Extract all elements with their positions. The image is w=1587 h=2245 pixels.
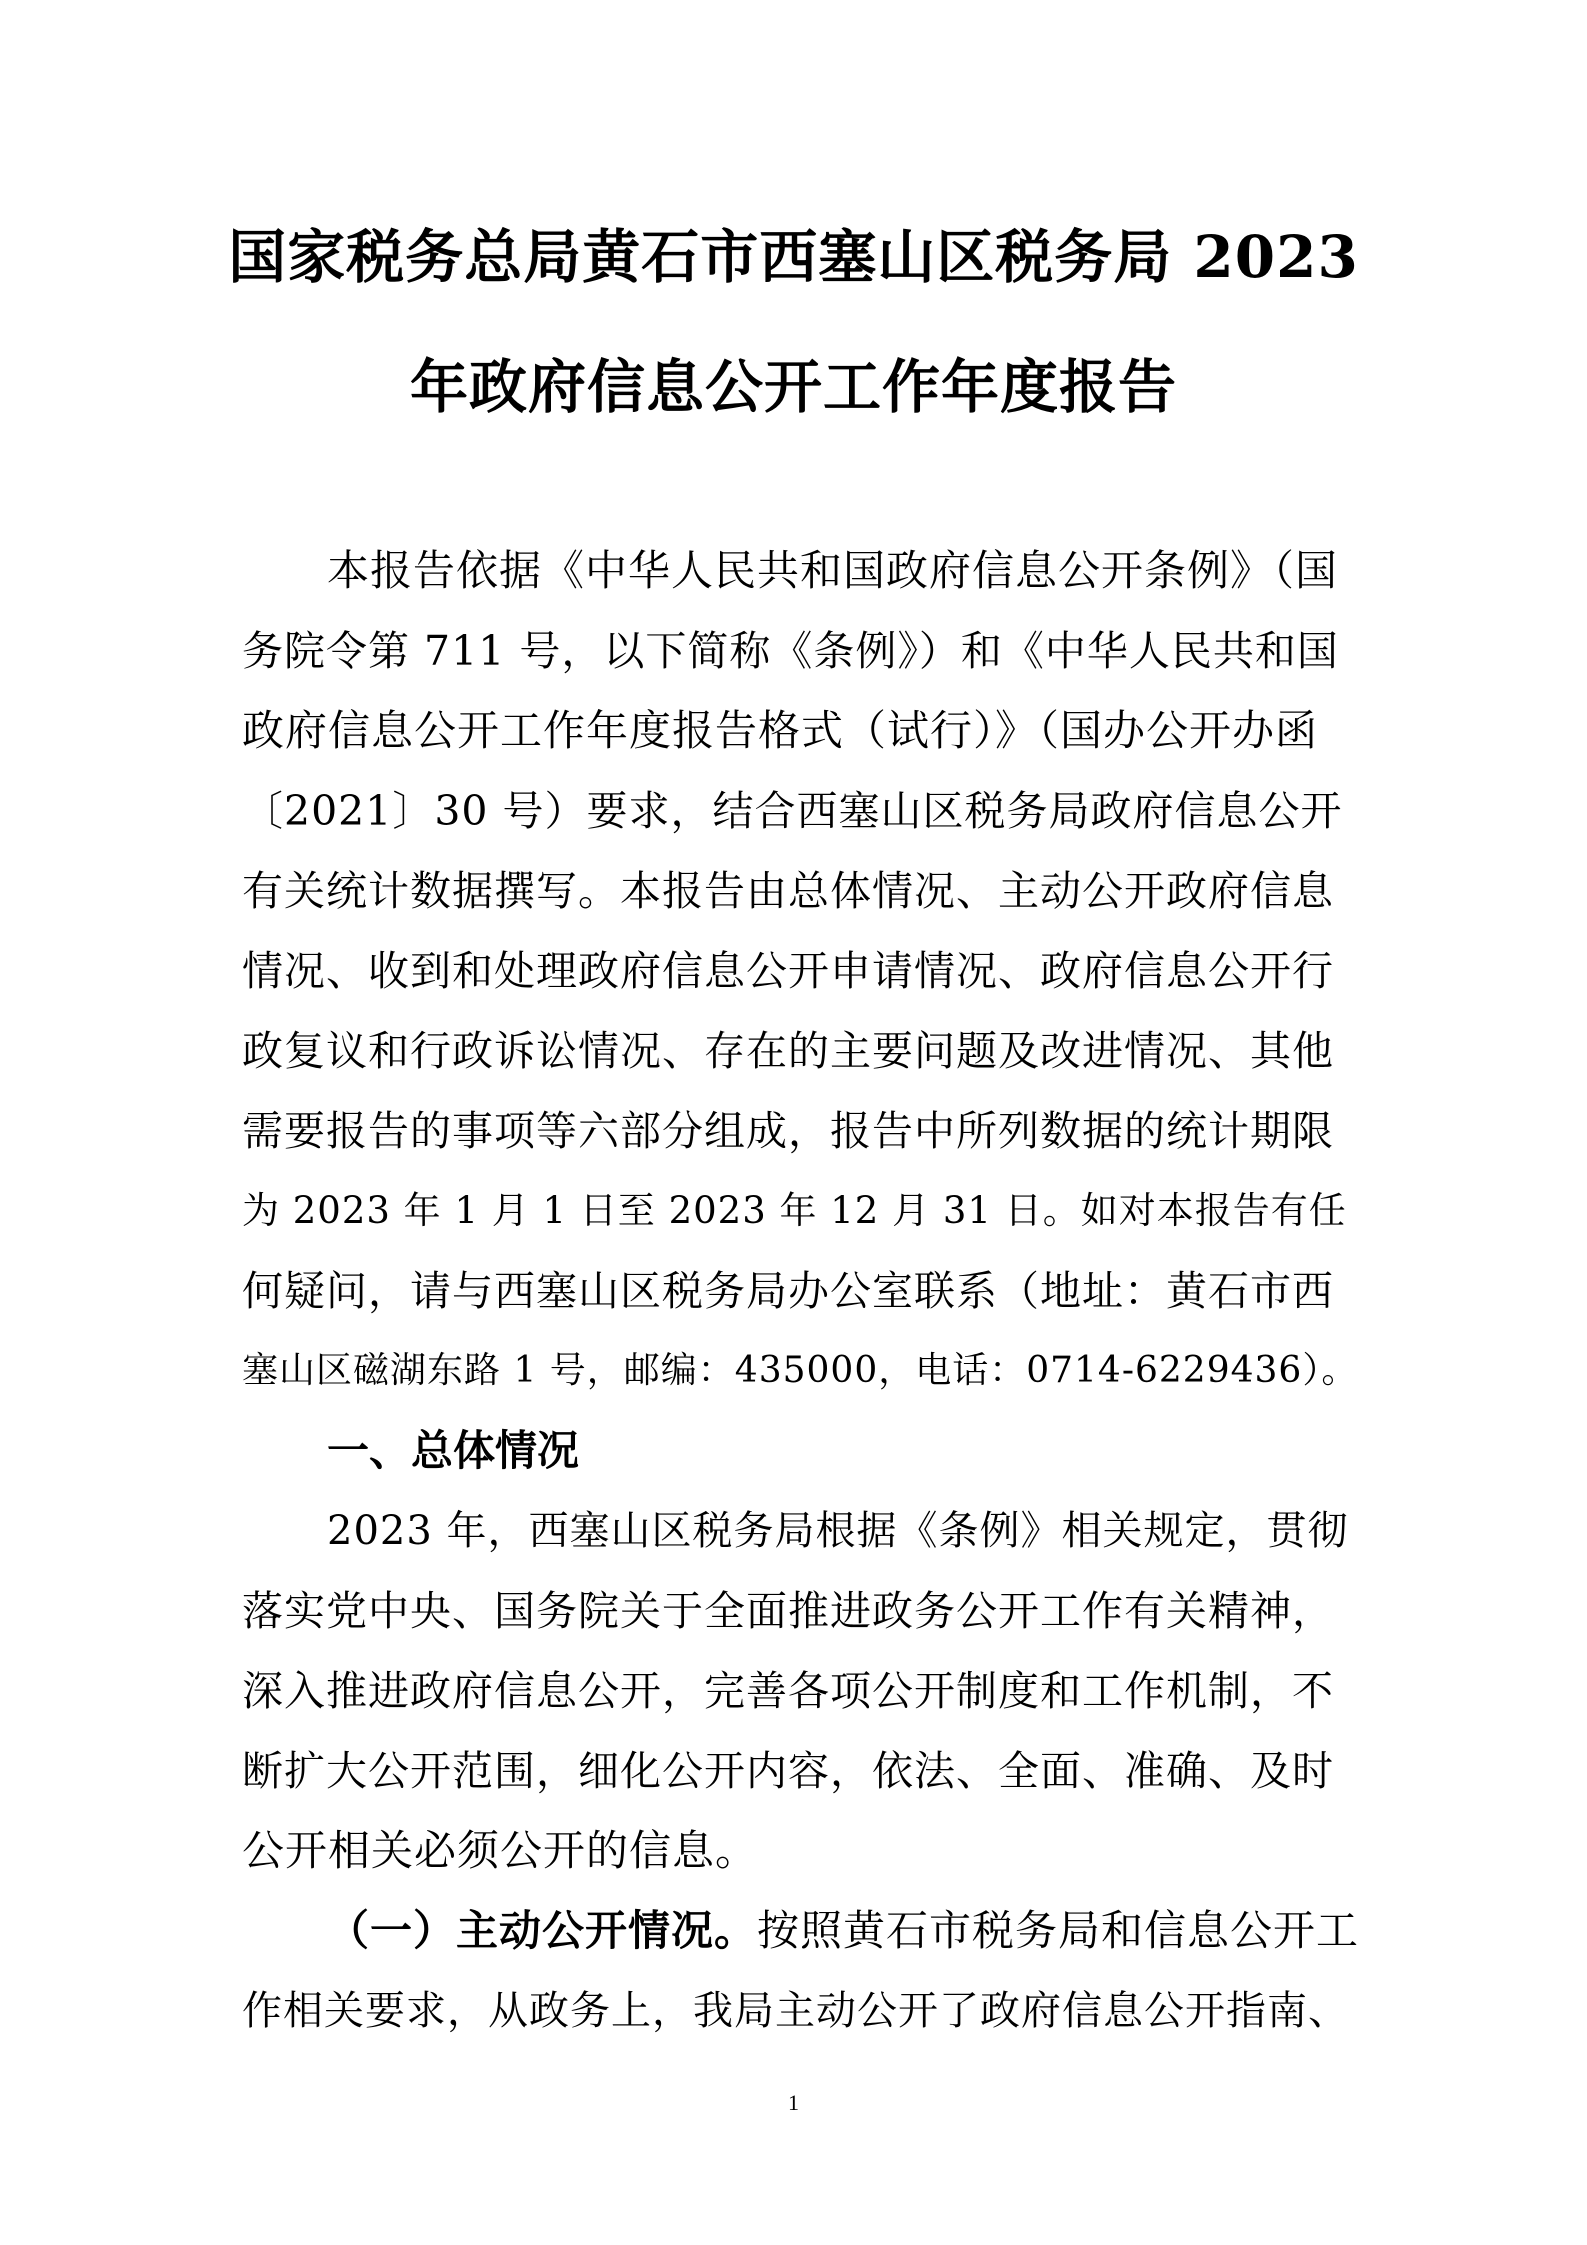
document-title-line-2: 年政府信息公开工作年度报告 xyxy=(409,353,1177,421)
intro-line: 政府信息公开工作年度报告格式（试行）》（国办公开办函 xyxy=(242,706,1319,755)
document-title-line-1: 国家税务总局黄石市西塞山区税务局 2023 xyxy=(228,223,1359,291)
intro-line: 政复议和行政诉讼情况、存在的主要问题及改进情况、其他 xyxy=(242,1027,1334,1075)
intro-line: 何疑问，请与西塞山区税务局办公室联系（地址：黄石市西 xyxy=(242,1267,1334,1315)
section1-line: 落实党中央、国务院关于全面推进政务公开工作有关精神， xyxy=(242,1587,1334,1635)
subsection1-first-line-text: 按照黄石市税务局和信息公开工 xyxy=(757,1906,1360,1955)
section1-line: 公开相关必须公开的信息。 xyxy=(242,1826,759,1875)
intro-line: 情况、收到和处理政府信息公开申请情况、政府信息公开行 xyxy=(242,947,1334,995)
section1-line: 2023 年，西塞山区税务局根据《条例》相关规定，贯彻 xyxy=(327,1508,1349,1554)
subsection1-first-line xyxy=(327,1903,1359,1959)
section-heading: 一、总体情况 xyxy=(327,1426,580,1475)
section1-line: 断扩大公开范围，细化公开内容，依法、全面、准确、及时 xyxy=(242,1747,1334,1795)
intro-line: 〔2021〕30 号）要求，结合西塞山区税务局政府信息公开 xyxy=(242,787,1343,835)
section1-line: 深入推进政府信息公开，完善各项公开制度和工作机制，不 xyxy=(242,1667,1334,1715)
subsection1-line: 作相关要求，从政务上，我局主动公开了政府信息公开指南、 xyxy=(242,1988,1349,2034)
subsection-heading: （一）主动公开情况。 xyxy=(327,1906,758,1955)
intro-line: 塞山区磁湖东路 1 号，邮编：435000，电话：0714-6229436）。 xyxy=(242,1350,1359,1391)
intro-line: 务院令第 711 号，以下简称《条例》）和《中华人民共和国 xyxy=(242,627,1339,675)
intro-line: 为 2023 年 1 月 1 日至 2023 年 12 月 31 日。如对本报告有任 xyxy=(242,1189,1347,1232)
page-number: 1 xyxy=(788,2090,799,2115)
intro-line: 本报告依据《中华人民共和国政府信息公开条例》（国 xyxy=(327,546,1339,595)
intro-line: 有关统计数据撰写。本报告由总体情况、主动公开政府信息 xyxy=(242,867,1334,915)
intro-line: 需要报告的事项等六部分组成，报告中所列数据的统计期限 xyxy=(242,1107,1334,1155)
